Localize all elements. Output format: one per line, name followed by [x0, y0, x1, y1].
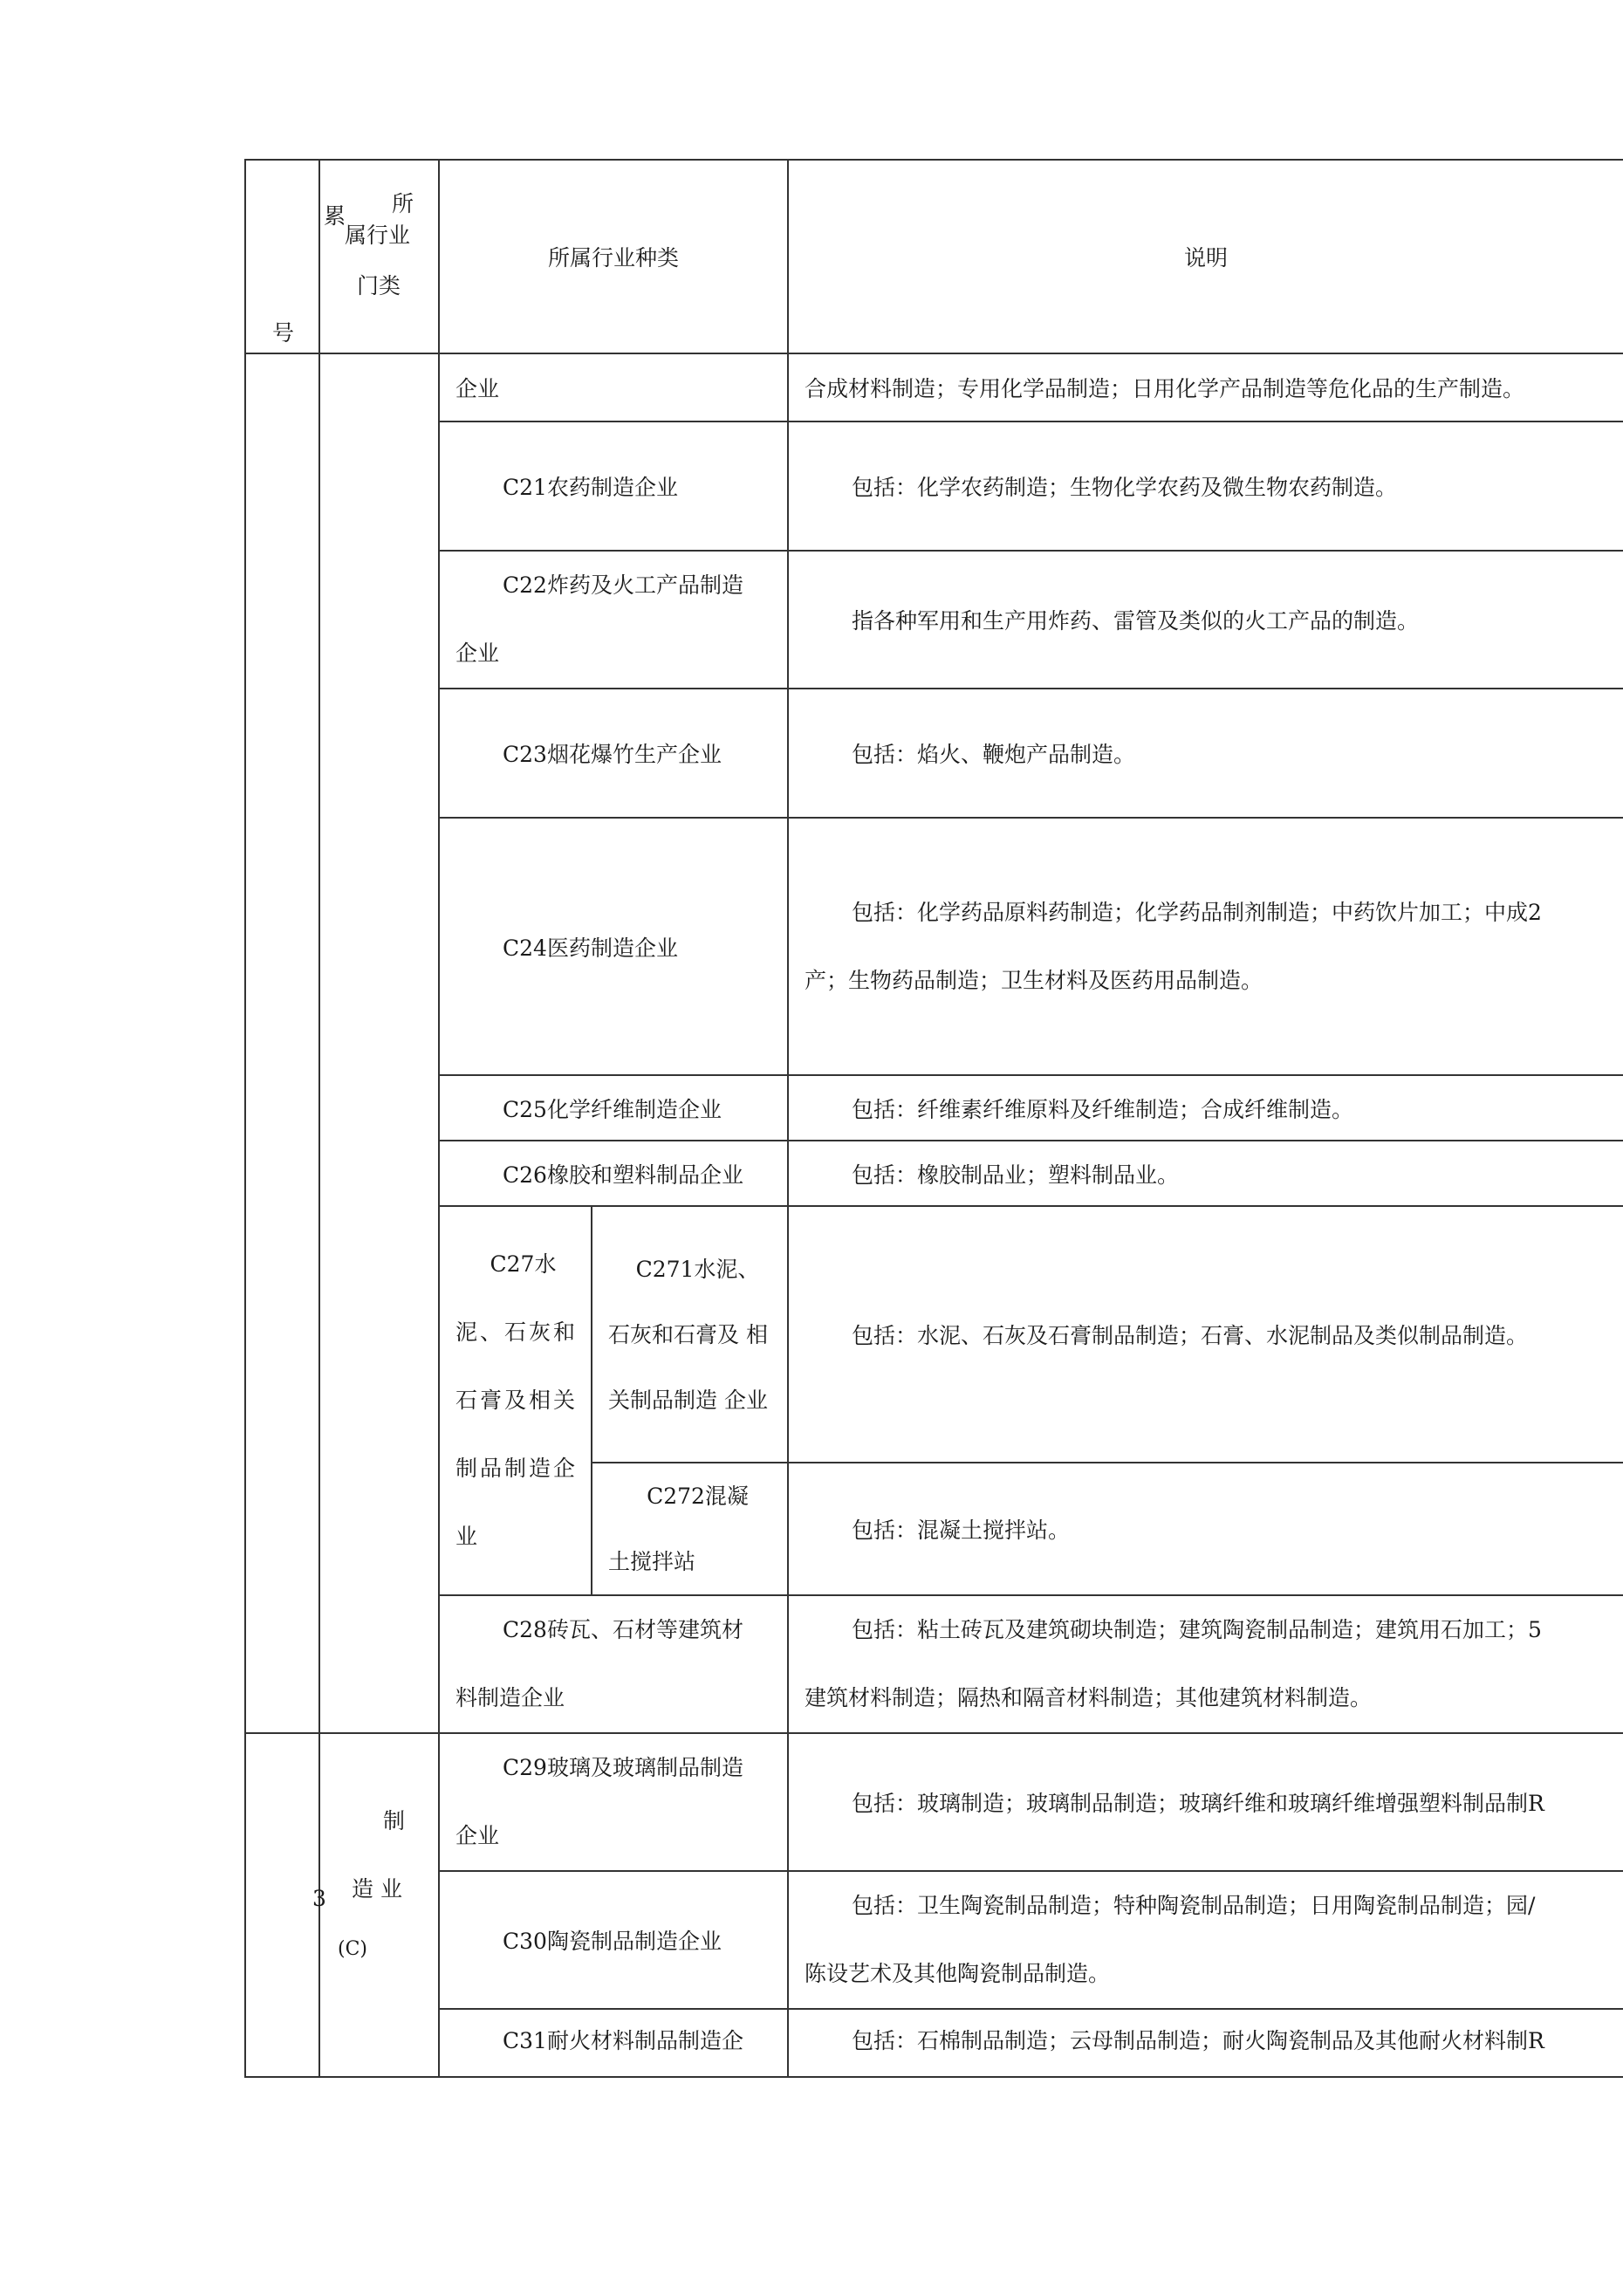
type-cell: [439, 1075, 788, 1141]
description-text-line1: 包括：化学药品原料药制造；化学药品制剂制造；中药饮片加工；中成2: [852, 899, 1542, 925]
type-label-line1: C22炸药及火工产品制造: [503, 572, 743, 598]
description-cell: [788, 422, 1623, 551]
type-label-line2: 料制造企业: [455, 1685, 565, 1710]
header-description-cell: [788, 160, 1623, 353]
description-text: 包括：混凝土搅拌站。: [852, 1518, 1071, 1543]
description-cell: [788, 353, 1623, 422]
table-row: [245, 1141, 1623, 1206]
subtype-label-line1: C271水泥、: [635, 1256, 760, 1282]
description-cell: [788, 551, 1623, 689]
sector-label-line2: 造 业: [352, 1876, 402, 1902]
description-cell: [788, 1595, 1623, 1733]
sector-cell-lower: [319, 1733, 439, 2077]
type-label-line2: 泥、石灰和: [455, 1319, 579, 1345]
header-type-cell: [439, 160, 788, 353]
type-label: C30陶瓷制品制造企业: [503, 1929, 722, 1954]
table-row: [245, 1871, 1623, 2009]
description-text: 包括：橡胶制品业；塑料制品业。: [852, 1162, 1180, 1188]
description-text-line2: 产；生物药品制造；卫生材料及医药用品制造。: [805, 967, 1263, 993]
type-label-line1: C28砖瓦、石材等建筑材: [503, 1617, 743, 1642]
table-row: [245, 689, 1623, 818]
type-label: C25化学纤维制造企业: [503, 1096, 722, 1122]
table-row: [245, 1733, 1623, 1871]
table-row: [245, 1206, 1623, 1463]
description-cell: [788, 1733, 1623, 1871]
description-text: 包括：焰火、鞭炮产品制造。: [852, 742, 1136, 767]
industry-table: [244, 159, 1623, 2078]
header-number-cell: [245, 160, 319, 353]
type-label-line4: 制品制造企: [455, 1456, 579, 1481]
header-sector-label-c: 门类: [357, 273, 401, 298]
description-cell: [788, 2009, 1623, 2077]
subtype-label-line1: C272混凝: [647, 1484, 749, 1509]
header-description-label: 说明: [1184, 245, 1229, 271]
subtype-cell: [592, 1463, 788, 1595]
description-cell: [788, 1206, 1623, 1463]
description-cell: [788, 1075, 1623, 1141]
type-label-line2: 企业: [455, 641, 500, 666]
description-text: 合成材料制造；专用化学品制造；日用化学产品制造等危化品的生产制造。: [805, 376, 1525, 401]
type-cell: [439, 689, 788, 818]
type-cell: [439, 818, 788, 1075]
number-cell-upper: [245, 353, 319, 1733]
row-number: 3: [312, 1886, 326, 1911]
description-text: 包括：玻璃制造；玻璃制品制造；玻璃纤维和玻璃纤维增强塑料制品制R: [852, 1791, 1544, 1816]
table-row: [245, 422, 1623, 551]
header-type-label: 所属行业种类: [548, 245, 680, 271]
type-cell: [439, 353, 788, 422]
sector-cell-upper: [319, 353, 439, 1733]
description-text-line1: 包括：粘土砖瓦及建筑砌块制造；建筑陶瓷制品制造；建筑用石加工；5: [852, 1617, 1542, 1642]
type-cell: [439, 1141, 788, 1206]
table-row: [245, 551, 1623, 689]
type-label-line1: C27水: [490, 1251, 557, 1277]
type-cell: [439, 422, 788, 551]
type-cell: [439, 2009, 788, 2077]
table-row: [245, 353, 1623, 422]
type-label-line3: 石膏及相关: [455, 1388, 579, 1413]
type-cell: [439, 1733, 788, 1871]
table-row: [245, 1595, 1623, 1733]
type-label: C26橡胶和塑料制品企业: [503, 1162, 743, 1188]
header-sector-cell: [319, 160, 439, 353]
description-text-line1: 包括：卫生陶瓷制品制造；特种陶瓷制品制造；日用陶瓷制品制造；园/: [852, 1893, 1536, 1918]
description-cell: [788, 689, 1623, 818]
type-label-line5: 业: [455, 1524, 478, 1549]
subtype-label-line2: 土搅拌站: [608, 1549, 696, 1574]
type-label: C24医药制造企业: [503, 935, 678, 961]
description-cell: [788, 1463, 1623, 1595]
table-row: [245, 818, 1623, 1075]
type-label: 企业: [455, 376, 500, 401]
header-number-label-top: 累: [324, 203, 346, 229]
header-number-label: 号: [272, 320, 295, 346]
type-cell: [439, 1595, 788, 1733]
subtype-label-line3: 关制品制造 企业: [608, 1387, 768, 1413]
subtype-label-line2: 石灰和石膏及 相: [608, 1321, 768, 1347]
type-cell: [439, 551, 788, 689]
type-label-line2: 企业: [455, 1823, 500, 1848]
description-cell: [788, 818, 1623, 1075]
table-row: [245, 1075, 1623, 1141]
type-label: C31耐火材料制品制造企: [503, 2028, 743, 2053]
description-cell: [788, 1141, 1623, 1206]
description-text: 包括：纤维素纤维原料及纤维制造；合成纤维制造。: [852, 1096, 1354, 1122]
number-cell-lower: [245, 1733, 326, 2077]
type-cell-group: [439, 1206, 592, 1595]
header-sector-label-b: 属行业: [345, 223, 411, 248]
description-cell: [788, 1871, 1623, 2009]
table-row: [245, 2009, 1623, 2077]
type-cell: [439, 1871, 788, 2009]
table-header-row: [245, 160, 1623, 353]
subtype-cell: [592, 1206, 788, 1463]
type-label: C23烟花爆竹生产企业: [503, 742, 722, 767]
description-text: 包括：水泥、石灰及石膏制品制造；石膏、水泥制品及类似制品制造。: [852, 1323, 1529, 1348]
sector-label-line3: (C): [338, 1938, 367, 1960]
description-text-line2: 建筑材料制造；隔热和隔音材料制造；其他建筑材料制造。: [805, 1685, 1373, 1710]
type-label-line1: C29玻璃及玻璃制品制造: [503, 1755, 743, 1780]
type-label: C21农药制造企业: [503, 475, 678, 500]
description-text: 包括：石棉制品制造；云母制品制造；耐火陶瓷制品及其他耐火材料制R: [852, 2028, 1544, 2053]
sector-label-line1: 制: [383, 1808, 406, 1833]
description-text-line2: 陈设艺术及其他陶瓷制品制造。: [805, 1961, 1111, 1986]
header-sector-label-a: 所: [392, 191, 414, 216]
description-text: 指各种军用和生产用炸药、雷管及类似的火工产品的制造。: [852, 608, 1420, 634]
description-text: 包括：化学农药制造；生物化学农药及微生物农药制造。: [852, 475, 1398, 500]
